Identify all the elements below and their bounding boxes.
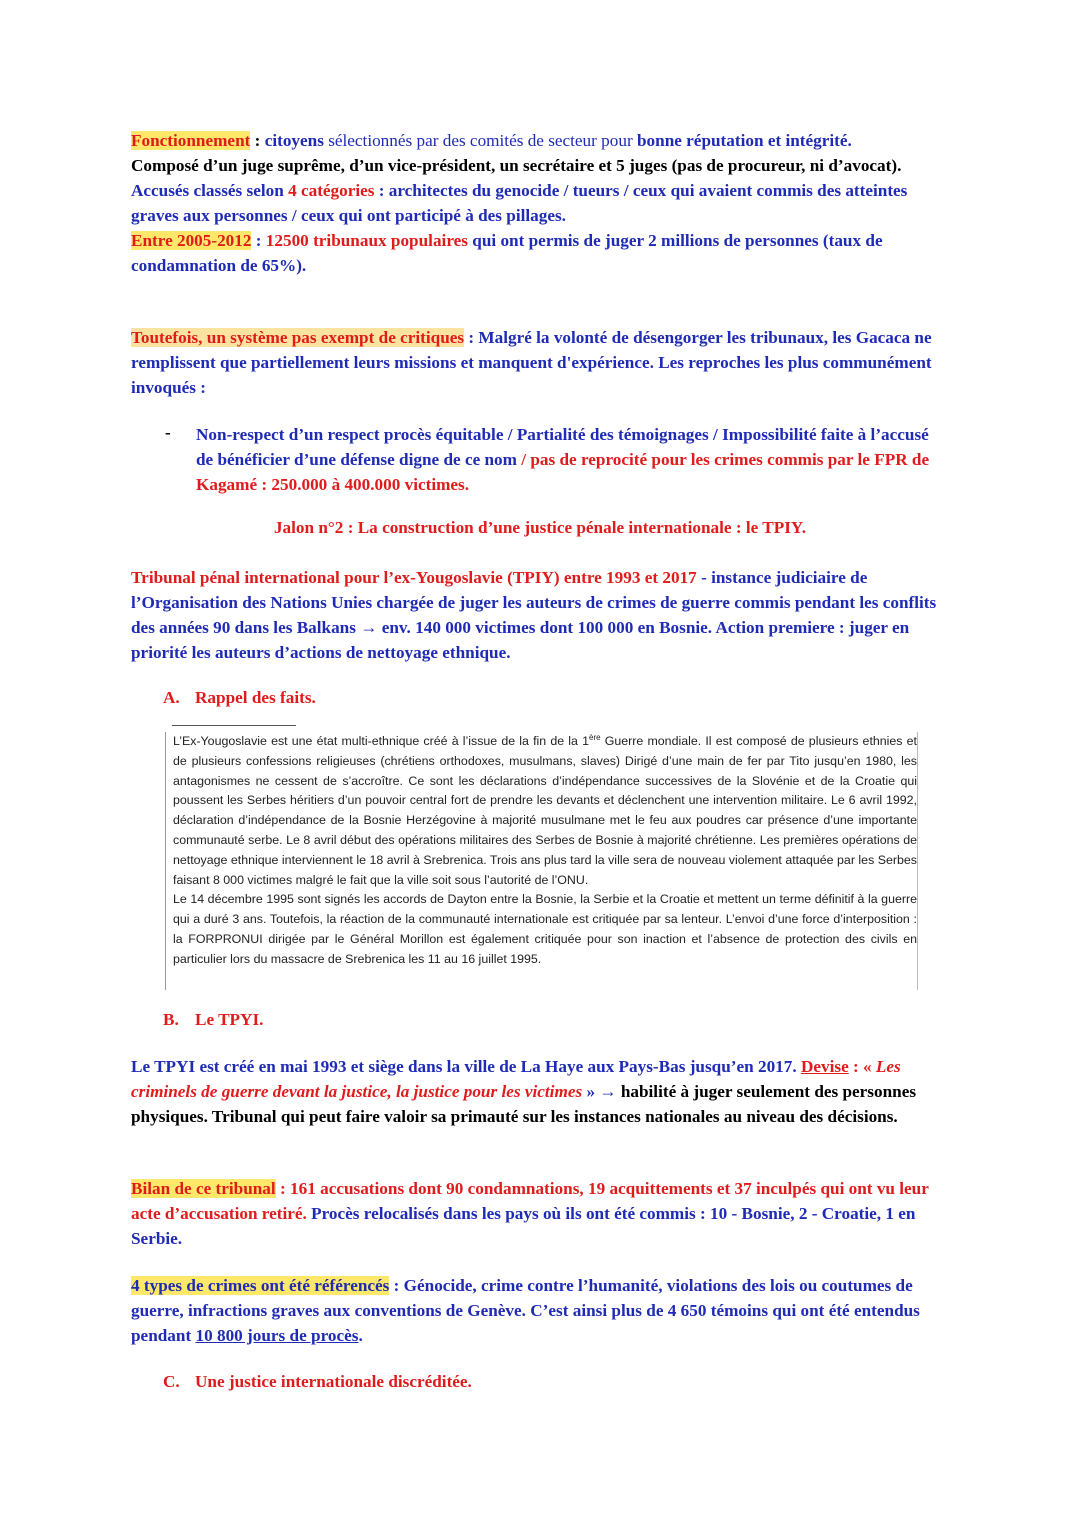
box-paragraph-1: L’Ex-Yougoslavie est une état multi-ethnique créé à l’issue de la fin de la 1ère Guerre mondiale. Il est composé de plusieurs ethnies et de plusieurs confessions religieuses (chrétiens orthodoxes, musulmans, slaves) Dirigé d’une main de fer par Tito jusqu’en 1980, les antagonismes ne cessent de s’accroître. Ce sont les déclarations d’indépendance successives de la Slovénie et de la Croatie qui poussent les Serbes héritiers d’un pouvoir central fort de prendre les devants et déclenchent une intervention militaire. Le 6 avril 1992, déclaration d’indépendance de la Bosnie Herzégovine à majorité musulmane met le feu aux poudres car présence d’une importante communauté serbe. Le 8 avril début des opérations militaires des Serbes de Bosnie à majorité chrétienne. Les premières opérations de nettoyage ethnique interviennent le 18 avril à Srebrenica. Trois ans plus tard la ville sera de nouveau violement attaquée par les Serbes faisant 8 000 victimes malgré le fait que la ville soit sous l’autorité de l’ONU.	[173, 732, 918, 887]
bilan-paragraph: Bilan de ce tribunal : 161 accusations dont 90 condamnations, 19 acquittements et 37 inculpés qui ont vu leur acte d’accusation retiré. Procès relocalisés dans les pays où ils ont été commis : 10 - Bosnie, 2 - Croatie, 1 en Serbie.	[131, 1179, 929, 1248]
section-a-heading: A. Rappel des faits.	[163, 688, 316, 707]
types-paragraph: 4 types de crimes ont été référencés : Génocide, crime contre l’humanité, violations des lois ou coutumes de guerre, infractions graves aux conventions de Genève. C’est ainsi plus de 4 650 témoins qui ont été entendus pendant 10 800 jours de procès.	[131, 1276, 920, 1345]
tpiy-intro-paragraph: Tribunal pénal international pour l’ex-Yougoslavie (TPIY) entre 1993 et 2017 - instance judiciaire de l’Organisation des Nations Unies chargée de juger les auteurs de crimes de guerre commis pendant les conflits des années 90 dans les Balkans → env. 140 000 victimes dont 100 000 en Bosnie. Action premiere : juger en priorité les auteurs d’actions de nettoyage ethnique.	[131, 568, 937, 662]
jours-proces: 10 800 jours de procès	[195, 1326, 359, 1345]
period-label: Entre 2005-2012	[131, 231, 252, 250]
devise-label: Devise	[800, 1057, 849, 1076]
box-paragraph-2: Le 14 décembre 1995 sont signés les accords de Dayton entre la Bosnie, la Serbie et la Croatie et mettent un terme définitif à la guerre qui a duré 3 ans. Toutefois, la réaction de la communauté internationale est critiquée par sa lenteur. L’envoi d’une force d’interposition : la FORPRONUI dirigée par le Général Morillon est également critiquée pour son inaction et l’absence de protection des civils en particulier lors du massacre de Srebrenica les 11 au 16 juillet 1995.	[173, 892, 917, 966]
rappel-faits-box	[165, 732, 918, 990]
fonctionnement-paragraph: Fonctionnement : citoyens sélectionnés par des comités de secteur pour bonne réputation et intégrité. Composé d’un juge suprême, d’un vice-président, un secrétaire et 5 juges (pas de procureur, ni d’avocat). Accusés classés selon 4 catégories : architectes du genocide / tueurs / ceux qui avaient commis des atteintes graves aux personnes / ceux qui ont participé à des pillages. Entre 2005-2012 : 12500 tribunaux populaires qui ont permis de juger 2 millions de personnes (taux de condamnation de 65%).	[131, 131, 908, 275]
box-divider	[172, 725, 296, 726]
reproches-list-item: Non-respect d’un respect procès équitable / Partialité des témoignages / Impossibilité faite à l’accusé de bénéficier d’une défense digne de ce nom / pas de reprocité pour les crimes commis par le FPR de Kagamé : 250.000 à 400.000 victimes.	[196, 425, 930, 494]
critiques-label: Toutefois, un système pas exempt de critiques	[131, 328, 465, 347]
jalon-heading: Jalon n°2 : La construction d’une justice pénale internationale : le TPIY.	[273, 518, 807, 537]
bilan-label: Bilan de ce tribunal	[131, 1179, 276, 1198]
section-b-heading: B. Le TPYI.	[163, 1010, 264, 1029]
bullet-dash: -	[165, 423, 171, 442]
types-label: 4 types de crimes ont été référencés	[131, 1276, 390, 1295]
composition-text: Composé d’un juge suprême, d’un vice-président, un secrétaire et 5 juges (pas de procureur, ni d’avocat).	[131, 156, 902, 175]
section-c-heading: C. Une justice internationale discréditée.	[163, 1372, 472, 1391]
tpyi-paragraph: Le TPYI est créé en mai 1993 et siège dans la ville de La Haye aux Pays-Bas jusqu’en 2017. Devise : « Les criminels de guerre devant la justice, la justice pour les victimes » → habilité à juger seulement des personnes physiques. Tribunal qui peut faire valoir sa primauté sur les instances nationales au niveau des décisions.	[131, 1057, 917, 1126]
critiques-paragraph: Toutefois, un système pas exempt de critiques : Malgré la volonté de désengorger les tribunaux, les Gacaca ne remplissent que partiellement leurs missions et manquent d'expérience. Les reproches les plus communément invoqués :	[131, 328, 932, 397]
categories-count: 4 catégories	[288, 181, 375, 200]
devise-quote: Les criminels de guerre devant la justice, la justice pour les victimes	[131, 1057, 901, 1101]
fonctionnement-label: Fonctionnement	[131, 131, 251, 150]
